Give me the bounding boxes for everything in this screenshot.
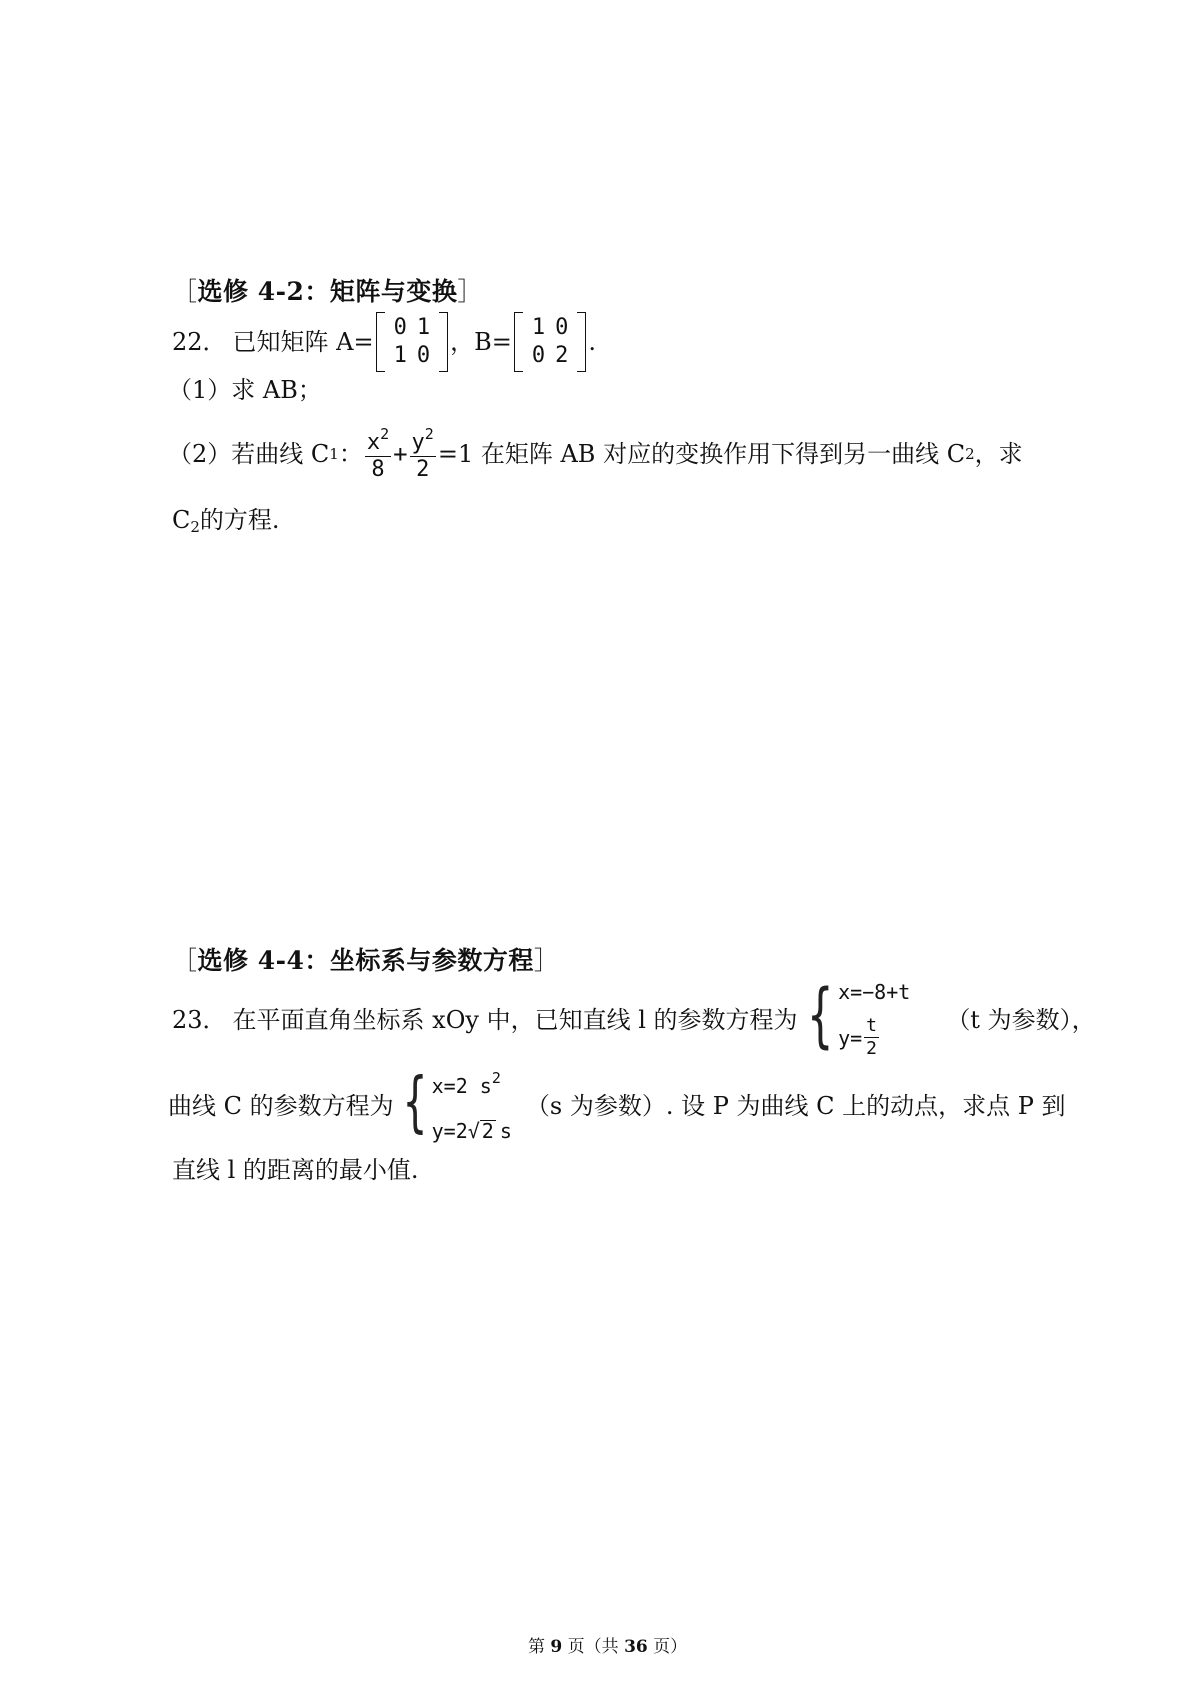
page-footer bbox=[528, 1632, 687, 1657]
part2-tail: ，求 bbox=[974, 440, 1023, 468]
sys-exp: 2 bbox=[491, 1069, 501, 1087]
bracket-open: ［ bbox=[172, 277, 198, 306]
parametric-system-curve bbox=[394, 1063, 512, 1143]
section-heading-matrix bbox=[172, 272, 483, 308]
question-22-part1 bbox=[168, 378, 322, 402]
footer-page: 9 bbox=[550, 1637, 563, 1657]
frac-num: t bbox=[866, 1015, 877, 1036]
question-text: 在平面直角坐标系 xOy 中，已知直线 l 的参数方程为 bbox=[232, 1006, 798, 1034]
matrix-b bbox=[514, 312, 587, 372]
separator-text: ，B= bbox=[450, 328, 512, 356]
part2-lead: （2）若曲线 C bbox=[168, 440, 330, 468]
end-mark: . bbox=[588, 328, 597, 356]
c-letter: C bbox=[172, 506, 191, 534]
sqrt-radicand: 2 bbox=[481, 1119, 494, 1143]
sqrt-icon: √ 2 bbox=[467, 1119, 494, 1143]
matrix-a-cell: 1 bbox=[416, 315, 431, 340]
part2-line2-tail: 的方程. bbox=[199, 506, 280, 534]
line2-tail: （s 为参数）. 设 P 为曲线 C 上的动点，求点 P 到 bbox=[525, 1092, 1066, 1120]
frac-exp: 2 bbox=[424, 425, 434, 443]
frac-den: 2 bbox=[416, 457, 430, 482]
matrix-b-cell: 2 bbox=[555, 343, 569, 368]
question-22-line1 bbox=[172, 307, 596, 377]
sys-line-tail: s bbox=[499, 1119, 512, 1143]
sys-line: x=−8+t bbox=[838, 980, 911, 1004]
section-heading-polar bbox=[172, 941, 559, 977]
matrix-a bbox=[376, 312, 449, 372]
frac-num: y bbox=[411, 430, 425, 455]
brace-icon: { bbox=[402, 1063, 428, 1140]
frac-num: x bbox=[366, 430, 381, 455]
fraction-x2-over-8 bbox=[365, 427, 391, 481]
matrix-a-cell: 0 bbox=[393, 315, 407, 340]
section-title: 选修 4-2：矩阵与变换 bbox=[197, 277, 458, 306]
question-22-part2-line2 bbox=[172, 508, 280, 535]
question-number: 22． bbox=[172, 328, 227, 356]
colon: ： bbox=[338, 440, 363, 468]
sys-line: x=2 s bbox=[431, 1074, 492, 1098]
question-23-line1 bbox=[172, 974, 1096, 1060]
question-text: 已知矩阵 A= bbox=[232, 328, 374, 356]
question-22-part2-line1 bbox=[168, 422, 1023, 486]
line2-lead: 曲线 C 的参数方程为 bbox=[168, 1092, 394, 1120]
matrix-b-cell: 0 bbox=[531, 343, 546, 368]
param-note: （t 为参数）， bbox=[946, 1006, 1096, 1034]
equals-one: =1 bbox=[437, 440, 474, 468]
question-number: 23． bbox=[172, 1006, 227, 1034]
subscript: 1 bbox=[329, 444, 339, 463]
frac-exp: 2 bbox=[380, 425, 390, 443]
footer-prefix: 第 bbox=[528, 1637, 551, 1657]
part2-mid: 在矩阵 AB 对应的变换作用下得到另一曲线 C bbox=[473, 440, 966, 468]
matrix-a-cell: 1 bbox=[393, 343, 407, 368]
footer-total: 36 bbox=[624, 1637, 648, 1657]
plus-sign: + bbox=[393, 440, 408, 468]
question-23-line3 bbox=[172, 1158, 419, 1182]
matrix-b-cell: 1 bbox=[531, 315, 546, 340]
frac-den: 8 bbox=[371, 457, 385, 482]
sys-line-lead: y= bbox=[838, 1025, 863, 1050]
question-23-line2 bbox=[168, 1063, 1066, 1144]
brace-icon: { bbox=[806, 974, 834, 1056]
subscript: 2 bbox=[965, 444, 975, 463]
bracket-close: ］ bbox=[457, 277, 483, 306]
frac-den: 2 bbox=[866, 1038, 877, 1059]
matrix-b-cell: 0 bbox=[555, 315, 569, 340]
matrix-a-cell: 0 bbox=[416, 343, 431, 368]
parametric-system-line bbox=[798, 974, 911, 1060]
footer-suffix: 页） bbox=[647, 1637, 688, 1657]
part1-text: （1）求 AB； bbox=[168, 376, 322, 404]
fraction-y2-over-2 bbox=[410, 427, 436, 481]
line3-text: 直线 l 的距离的最小值. bbox=[172, 1156, 419, 1184]
section-title: 选修 4-4：坐标系与参数方程 bbox=[197, 946, 534, 975]
footer-mid: 页（共 bbox=[562, 1637, 625, 1657]
sys-line-lead: y=2 bbox=[431, 1119, 468, 1143]
bracket-close: ］ bbox=[533, 946, 560, 975]
bracket-open: ［ bbox=[172, 946, 198, 975]
subscript: 2 bbox=[190, 518, 200, 536]
